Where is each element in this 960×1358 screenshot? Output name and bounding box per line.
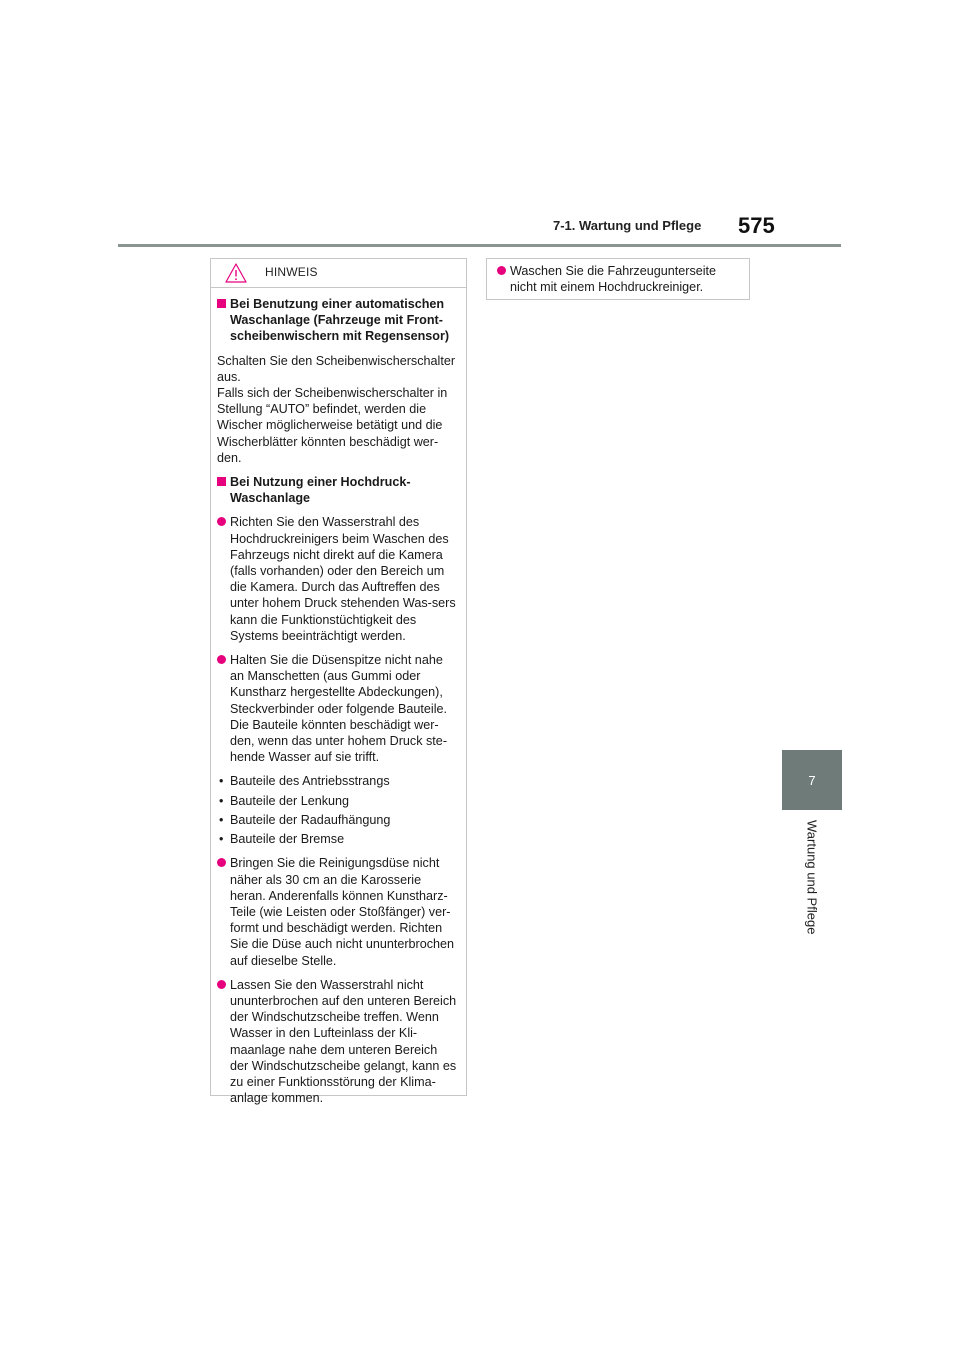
circle-bullet-icon [217, 858, 226, 867]
sub-list-item-text: Bauteile des Antriebsstrangs [230, 774, 390, 789]
chapter-number: 7 [808, 772, 816, 788]
sub-list-item: • Bauteile der Radaufhängung [219, 812, 391, 827]
sub-list-item: • Bauteile der Lenkung [219, 793, 350, 808]
list-item [217, 514, 458, 644]
sub-list [217, 773, 458, 847]
notice-continuation-box [486, 258, 750, 300]
sub-list-item-text: Bauteile der Radaufhängung [230, 812, 391, 827]
list-item-text: Bringen Sie die Reinigungsdüse nicht näher als 30 cm an die Karosserie heran. Anderenfalls können Kunstharz-Teile (wie Leisten oder Stoßfänger) ver-formt und beschädigt werden. Richten Sie die Düse auch nicht ununterbrochen auf dieselbe Stelle. [230, 856, 455, 968]
circle-bullet-icon [217, 517, 226, 526]
list-item [217, 977, 458, 1107]
warning-triangle-icon [225, 263, 247, 283]
square-bullet-icon [217, 299, 226, 308]
list-item [497, 263, 741, 295]
list-item [217, 855, 458, 968]
sub-list-item: • Bauteile des Antriebsstrangs [219, 774, 390, 789]
list-item-text: Richten Sie den Wasserstrahl des Hochdruckreinigers beim Waschen des Fahrzeugs nicht direkt auf die Kamera (falls vorhanden) oder den Bereich um die Kamera. Durch das Auftreffen des unter hohem Druck stehenden Was-sers kann die Funktionstüchtigkeit des Systems beeinträchtigt werden. [230, 515, 456, 643]
circle-bullet-icon [217, 655, 226, 664]
page-number: 575 [738, 213, 775, 238]
chapter-tab [782, 750, 842, 810]
notice-body [211, 288, 466, 1106]
circle-bullet-icon [497, 266, 506, 275]
notice-header [211, 259, 466, 288]
section-title: 7-1. Wartung und Pflege [553, 218, 702, 233]
list-item-text: Halten Sie die Düsenspitze nicht nahe an Manschetten (aus Gummi oder Kunstharz hergestellte Abdeckungen), Steckverbinder oder folgende Bauteile. Die Bauteile könnten beschädigt wer-den, wenn das unter hohem Druck ste-hende Wasser auf sie trifft. [230, 653, 448, 765]
sub-list-item: • Bauteile der Bremse [219, 832, 345, 847]
heading-text: Bei Nutzung einer Hochdruck-Waschanlage [230, 475, 411, 506]
paragraph: Schalten Sie den Scheibenwischerschalter aus. Falls sich der Scheibenwischerschalter in Stellung “AUTO” befindet, werden die Wischer möglicherweise betätigt und die Wischerblätter könnten beschädigt wer-den. [217, 353, 456, 465]
section-heading [217, 474, 458, 506]
heading-text: Bei Benutzung einer automatischen Waschanlage (Fahrzeuge mit Front-scheibenwischern mit Regensensor) [230, 297, 450, 344]
square-bullet-icon [217, 477, 226, 486]
chapter-label: Wartung und Pflege [804, 820, 820, 935]
sub-list-item-text: Bauteile der Lenkung [230, 793, 350, 808]
list-item-text: Lassen Sie den Wasserstrahl nicht ununterbrochen auf den unteren Bereich der Windschutzscheibe treffen. Wenn Wasser in den Lufteinlass der Kli-maanlage nahe dem unteren Bereich der Windschutzscheibe gelangt, kann es zu einer Funktionsstörung der Klima-anlage kommen. [230, 977, 457, 1106]
circle-bullet-icon [217, 980, 226, 989]
list-item [217, 652, 458, 765]
sub-list-item-text: Bauteile der Bremse [230, 832, 345, 847]
list-item-text: Waschen Sie die Fahrzeugunterseite nicht mit einem Hochdruckreiniger. [510, 264, 717, 295]
notice-title: HINWEIS [265, 265, 318, 279]
header-rule [118, 244, 841, 247]
section-heading [217, 296, 458, 345]
notice-box [210, 258, 467, 1106]
